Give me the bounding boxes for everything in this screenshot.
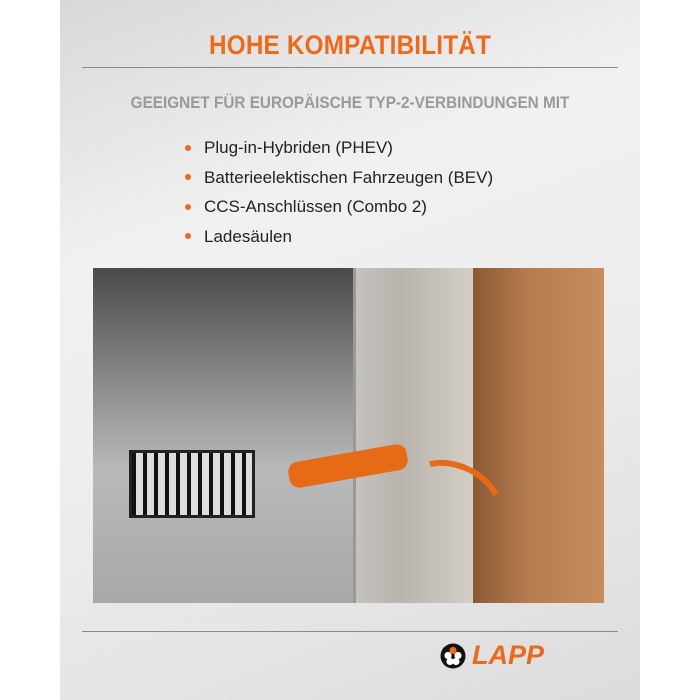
- list-item-label: CCS-Anschlüssen (Combo 2): [204, 197, 427, 217]
- subtitle: GEEIGNET FÜR EUROPÄISCHE TYP-2-VERBINDUNGEN MIT: [130, 93, 570, 112]
- list-item-label: Batterieelektischen Fahrzeugen (BEV): [204, 167, 494, 187]
- list-item: [185, 163, 493, 193]
- bullet-icon: [185, 145, 191, 151]
- person-coat: [473, 268, 604, 603]
- list-item: [185, 133, 493, 163]
- bullet-icon: [185, 174, 191, 180]
- list-item-label: Plug-in-Hybriden (PHEV): [204, 138, 393, 158]
- list-item: [185, 192, 493, 222]
- ev-charging-photo: [93, 268, 604, 603]
- divider-bottom: [82, 631, 618, 632]
- car-rear: [93, 268, 356, 603]
- brand-logo: [440, 640, 544, 671]
- divider-top: [82, 67, 618, 68]
- lapp-cable-icon: [440, 643, 466, 669]
- car-tail-light: [129, 450, 255, 518]
- page-title: HOHE KOMPATIBILITÄT: [209, 30, 491, 60]
- bullet-icon: [185, 204, 191, 210]
- brand-name: LAPP: [472, 640, 545, 670]
- product-panel: [60, 0, 640, 700]
- feature-list: [185, 133, 493, 251]
- bullet-icon: [185, 233, 191, 239]
- list-item: [185, 222, 493, 252]
- list-item-label: Ladesäulen: [204, 226, 292, 246]
